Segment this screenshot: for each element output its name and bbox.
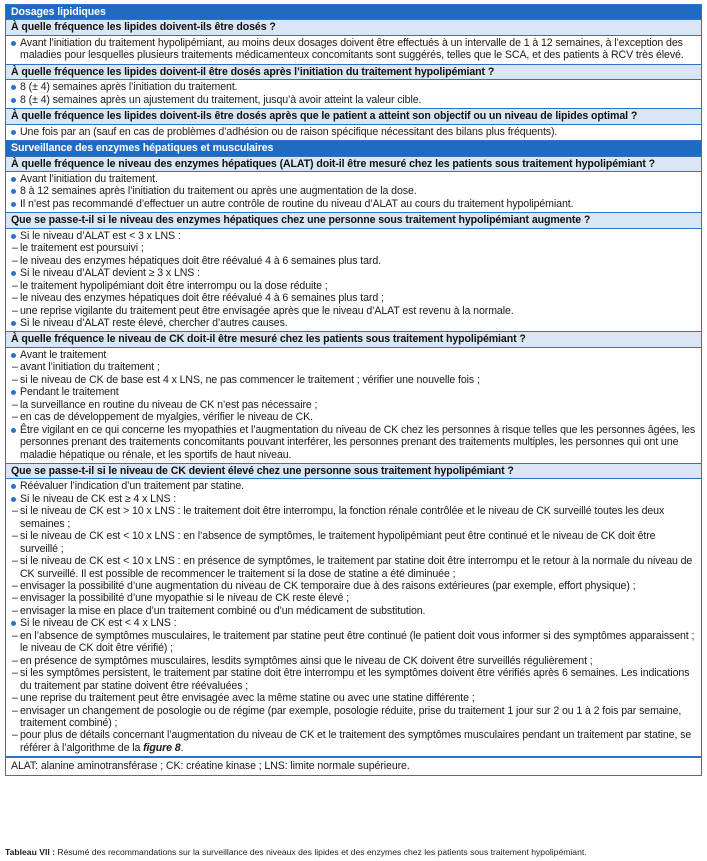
bullet-item: Être vigilant en ce qui concerne les myopathies et l’augmentation du niveau de CK chez les personnes à risque telles que les personnes âgées, les personnes prenant des traitements concomitants pouvant interférer, les personnes prenant des traitements multiples, les personnes qui ont une maladie hépatique ou rénale, et les sportifs de haut niveau. [11, 424, 696, 461]
answer-block [6, 80, 701, 109]
sub-item: – si le niveau de CK est < 10 x LNS : en présence de symptômes, le traitement par statine doit être interrompu et le retour à la normale du niveau de CK surveillé. Il est possible de recommencer le traitement si la dose de statine a été diminuée ; [11, 555, 696, 580]
sub-item: – la surveillance en routine du niveau de CK n’est pas nécessaire ; [11, 399, 696, 411]
question-row: À quelle fréquence les lipides doivent-ils être dosés après que le patient a atteint son objectif ou un niveau de lipides optimal ? [6, 109, 701, 124]
answer-block [6, 172, 701, 213]
recommendations-table [5, 4, 702, 776]
figure-reference: figure 8 [143, 741, 181, 754]
bullet-item: Avant l’initiation du traitement hypolipémiant, au moins deux dosages doivent être effectués à un intervalle de 1 à 12 semaines, à l’exception des maladies pour lesquelles plusieurs traitements médicamenteux concomitants sont suggérés, telles que le SCA, et des patients à RCV très élevé. [11, 37, 696, 62]
question-row: À quelle fréquence les lipides doivent-il être dosés après l’initiation du traitement hypolipémiant ? [6, 65, 701, 80]
question-row: Que se passe-t-il si le niveau de CK devient élevé chez une personne sous traitement hypolipémiant ? [6, 464, 701, 479]
bullet-item: Si le niveau d’ALAT est < 3 x LNS : [11, 230, 696, 242]
caption-label: Tableau VII : [5, 847, 55, 857]
bullet-item: Pendant le traitement [11, 386, 696, 398]
bullet-item: Il n’est pas recommandé d’effectuer un autre contrôle de routine du niveau d’ALAT au cours du traitement hypolipémiant. [11, 198, 696, 210]
question-row: Que se passe-t-il si le niveau des enzymes hépatiques chez une personne sous traitement hypolipémiant augmente ? [6, 213, 701, 228]
sub-item: – en présence de symptômes musculaires, lesdits symptômes ainsi que le niveau de CK doivent être surveillés régulièrement ; [11, 655, 696, 667]
answer-block [6, 36, 701, 65]
sub-item: – le traitement est poursuivi ; [11, 242, 696, 254]
bullet-item: Réévaluer l’indication d’un traitement par statine. [11, 480, 696, 492]
table-footnote: ALAT: alanine aminotransférase ; CK: créatine kinase ; LNS: limite normale supérieure. [6, 757, 701, 774]
sub-item: – le niveau des enzymes hépatiques doit être réévalué 4 à 6 semaines plus tard. [11, 255, 696, 267]
section-header: Dosages lipidiques [6, 5, 701, 20]
answer-block [6, 229, 701, 333]
bullet-item: 8 (± 4) semaines après un ajustement du traitement, jusqu’à avoir atteint la valeur cible. [11, 94, 696, 106]
bullet-item: 8 à 12 semaines après l’initiation du traitement ou après une augmentation de la dose. [11, 185, 696, 197]
bullet-item: 8 (± 4) semaines après l’initiation du traitement. [11, 81, 696, 93]
sub-item: – en l’absence de symptômes musculaires, le traitement par statine peut être continué (le patient doit vous informer si des symptômes apparaissent ; le niveau de CK doit être vérifié) ; [11, 630, 696, 655]
sub-item: – en cas de développement de myalgies, vérifier le niveau de CK. [11, 411, 696, 423]
bullet-item: Si le niveau de CK est ≥ 4 x LNS : [11, 493, 696, 505]
question-row: À quelle fréquence le niveau de CK doit-il être mesuré chez les patients sous traitement hypolipémiant ? [6, 332, 701, 347]
sub-item: – si le niveau de CK est > 10 x LNS : le traitement doit être interrompu, la fonction rénale contrôlée et le niveau de CK surveillé toutes les deux semaines ; [11, 505, 696, 530]
sub-item: – envisager la possibilité d’une myopathie si le niveau de CK reste élevé ; [11, 592, 696, 604]
sub-item: – envisager un changement de posologie ou de régime (par exemple, posologie réduite, prise du traitement 1 jour sur 2 ou 1 à 2 fois par semaine, traitement combiné) ; [11, 705, 696, 730]
sub-item: – une reprise vigilante du traitement peut être envisagée après que le niveau d’ALAT est revenu à la normale. [11, 305, 696, 317]
sub-item: – le niveau des enzymes hépatiques doit être réévalué 4 à 6 semaines plus tard ; [11, 292, 696, 304]
question-row: À quelle fréquence le niveau des enzymes hépatiques (ALAT) doit-il être mesuré chez les patients sous traitement hypolipémiant ? [6, 157, 701, 172]
answer-block [6, 479, 701, 757]
answer-block [6, 348, 701, 464]
question-row: À quelle fréquence les lipides doivent-ils être dosés ? [6, 20, 701, 35]
sub-item: – le traitement hypolipémiant doit être interrompu ou la dose réduite ; [11, 280, 696, 292]
section-header: Surveillance des enzymes hépatiques et musculaires [6, 141, 701, 156]
sub-item: – pour plus de détails concernant l’augmentation du niveau de CK et le traitement des symptômes musculaires pendant un traitement par statine, se référer à l’algorithme de la figure 8. [11, 729, 696, 754]
caption-text: Résumé des recommandations sur la surveillance des niveaux des lipides et des enzymes chez les patients sous traitement hypolipémiant. [54, 847, 587, 857]
sub-item: – une reprise du traitement peut être envisagée avec la même statine ou avec une statine différente ; [11, 692, 696, 704]
bullet-item: Avant l’initiation du traitement. [11, 173, 696, 185]
bullet-item: Avant le traitement [11, 349, 696, 361]
table-caption [5, 847, 702, 858]
bullet-item: Si le niveau de CK est < 4 x LNS : [11, 617, 696, 629]
sub-item: – envisager la possibilité d’une augmentation du niveau de CK temporaire due à des raisons extérieures (par exemple, effort physique) ; [11, 580, 696, 592]
bullet-item: Une fois par an (sauf en cas de problèmes d’adhésion ou de raison spécifique nécessitant des bilans plus fréquents). [11, 126, 696, 138]
sub-item: – envisager la mise en place d’un traitement combiné ou d’un médicament de substitution. [11, 605, 696, 617]
answer-block [6, 125, 701, 141]
bullet-item: Si le niveau d’ALAT reste élevé, chercher d’autres causes. [11, 317, 696, 329]
sub-item: – si les symptômes persistent, le traitement par statine doit être interrompu et les symptômes doivent être vérifiés après 6 semaines. Les indications du traitement par statine doivent être réévaluées ; [11, 667, 696, 692]
sub-item: – si le niveau de CK de base est 4 x LNS, ne pas commencer le traitement ; vérifier une nouvelle fois ; [11, 374, 696, 386]
sub-item: – si le niveau de CK est < 10 x LNS : en l’absence de symptômes, le traitement hypolipémiant peut être continué et le niveau de CK doit être surveillé ; [11, 530, 696, 555]
sub-item: – avant l’initiation du traitement ; [11, 361, 696, 373]
bullet-item: Si le niveau d’ALAT devient ≥ 3 x LNS : [11, 267, 696, 279]
